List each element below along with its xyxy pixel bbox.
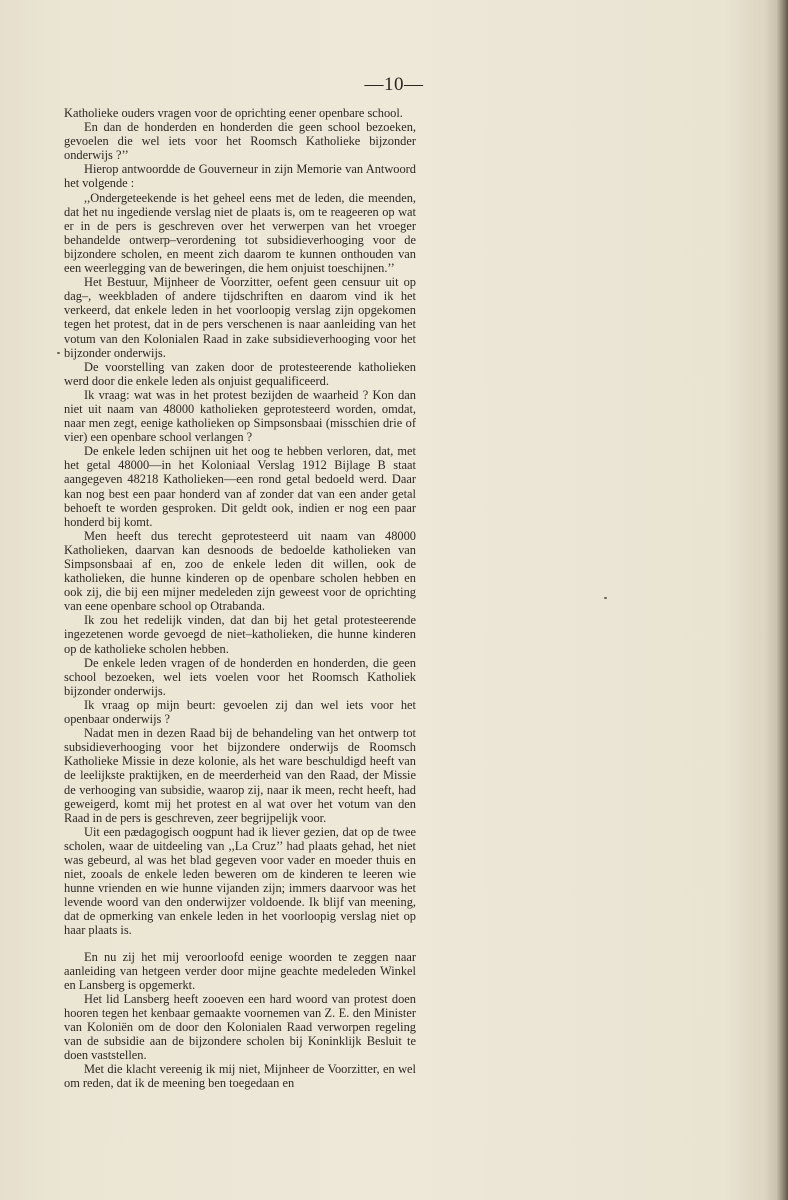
paragraph-16: Het lid Lansberg heeft zooeven een hard woord van protest doen hooren tegen het kenbaar gemaakte voornemen van Z. E. den Minister van Koloniën om de door den Kolonialen Raad verworpen regeling van de subsidie aan de bijzondere scholen bij Koninklijk Besluit te doen vaststellen. (64, 991, 416, 1063)
paragraph-13: Nadat men in dezen Raad bij de behandeling van het ontwerp tot subsidieverhooging voor het bijzondere onderwijs de Roomsch Katholieke Missie in deze kolonie, als het ware beschuldigd heeft van de leelijkste praktijken, en de meerderheid van den Raad, der Missie de verhooging van subsidie, waarop zij, naar ik meen, recht heeft, had geweigerd, komt mij het protest en al wat over het votum van den Raad in de pers is geschreven, zeer begrijpelijk voor. (64, 726, 416, 825)
paragraph-10: Ik zou het redelijk vinden, dat dan bij het getal protesteerende ingezetenen worde gevoegd de niet–katholieken, die hunne kinderen op de katholieke scholen hebben. (64, 613, 416, 656)
paragraph-14: Uit een pædagogisch oogpunt had ik liever gezien, dat op de twee scholen, waar de uitdeeling van ,,La Cruz’’ had plaats gehad, het niet was gebeurd, al was het blad gegeven voor vader en moeder thuis en niet, zooals de enkele leden beweren om de kinderen te leeren wie hunne vrienden en wie hunne vijanden zijn; immers daarvoor was het levende woord van den onderwijzer voldoende. Ik blijf van meening, dat de opmerking van enkele leden in het voorloopig verslag niet op haar plaats is. (64, 824, 416, 938)
paragraph-11: De enkele leden vragen of de honderden en honderden, die geen school bezoeken, wel iets voelen voor het Roomsch Katholiek bijzonder onderwijs. (64, 655, 416, 698)
paragraph-4: ,,Ondergeteekende is het geheel eens met de leden, die meenden, dat het nu ingediende verslag niet de plaats is, om te reageeren op wat er in de pers is geschreven over het verwerpen van het vroeger behandelde ontwerp–verordening tot subsidieverhooging voor de bijzondere scholen, en meent zich daarom te kunnen onthouden van een weerlegging van de beweringen, die hem onjuist toeschijnen.’’ (64, 190, 416, 276)
paragraph-2: En dan de honderden en honderden die geen school bezoeken, gevoelen die wel iets voor het Roomsch Katholieke bijzonder onderwijs ?’’ (64, 120, 416, 163)
paragraph-7: Ik vraag: wat was in het protest bezijden de waarheid ? Kon dan niet uit naam van 48000 katholieken geprotesteerd worden, omdat, naar men zegt, eenige katholieken op Simpsonsbaai (misschien drie of vier) een openbare school verlangen ? (64, 387, 416, 445)
page-number: —10— (364, 74, 424, 95)
ink-speck (604, 597, 607, 599)
binding-edge (776, 0, 788, 1200)
paragraph-15: En nu zij het mij veroorloofd eenige woorden te zeggen naar aanleiding van hetgeen verder door mijne geachte medeleden Winkel en Lansberg is opgemerkt. (64, 949, 416, 992)
paragraph-8: De enkele leden schijnen uit het oog te hebben verloren, dat, met het getal 48000—in het Koloniaal Verslag 1912 Bijlage B staat aangegeven 48218 Katholieken—een rond getal bedoeld werd. Daar kan nog best een paar honderd van af zonder dat van een ander getal behoeft te worden gesproken. Dit geldt ook, indien er nog een paar honderd bij komt. (64, 444, 416, 529)
paragraph-1: Katholieke ouders vragen voor de oprichting eener openbare school. (64, 106, 403, 120)
paragraph-6: De voorstelling van zaken door de protesteerende katholieken werd door die enkele leden als onjuist gequalificeerd. (64, 359, 416, 388)
paragraph-17: Met die klacht vereenig ik mij niet, Mijnheer de Voorzitter, en wel om reden, dat ik de meening ben toegedaan en (64, 1062, 416, 1091)
paragraph-9: Men heeft dus terecht geprotesteerd uit naam van 48000 Katholieken, daarvan kan desnoods de bedoelde katholieken van Simpsonsbaai af en, zoo de enkele leden dit willen, ook de katholieken, die hunne kinderen op de openbare scholen hebben en ook zij, die bij een mijner medeleden zijn geweest voor de oprichting van eene openbare school op Otrabanda. (64, 528, 416, 614)
body-text (64, 106, 416, 1090)
ink-speck (57, 352, 60, 354)
paragraph-5: Het Bestuur, Mijnheer de Voorzitter, oefent geen censuur uit op dag–, weekbladen of andere tijdschriften en daarom vind ik het verkeerd, dat enkele leden in het voorloopig verslag zijn opgekomen tegen het protest, dat in de pers verschenen is naar aanleiding van het votum van den Kolonialen Raad in zake subsidieverhooging voor het bijzonder onderwijs. (64, 275, 416, 360)
paragraph-12: Ik vraag op mijn beurt: gevoelen zij dan wel iets voor het openbaar onderwijs ? (64, 697, 416, 727)
paragraph-3: Hierop antwoordde de Gouverneur in zijn Memorie van Antwoord het volgende : (64, 162, 416, 191)
